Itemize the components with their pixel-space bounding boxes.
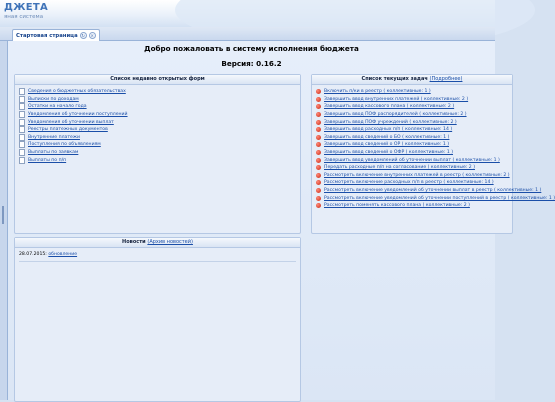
task-item[interactable] xyxy=(316,141,508,149)
task-item[interactable] xyxy=(316,172,508,180)
recent-form-item-link[interactable]: Поступления по объявлениям xyxy=(28,142,101,148)
document-icon xyxy=(19,134,25,141)
recent-form-item-link[interactable]: Сведения о бюджетных обязательствах xyxy=(28,89,126,95)
recent-form-item-link[interactable]: Уведомления об уточнении выплат xyxy=(28,119,114,125)
task-item[interactable] xyxy=(316,156,508,164)
recent-form-item[interactable] xyxy=(19,149,296,157)
news-divider xyxy=(19,261,296,262)
task-status-icon xyxy=(316,112,321,117)
task-item[interactable] xyxy=(316,103,508,111)
document-icon xyxy=(19,141,25,148)
task-status-icon xyxy=(316,142,321,147)
task-item[interactable] xyxy=(316,179,508,187)
task-item-link[interactable]: Завершить ввод сведений о ОФР ( коллективные: 1 ) xyxy=(324,150,453,156)
recent-form-item[interactable] xyxy=(19,96,296,104)
recent-forms-panel xyxy=(14,74,301,234)
task-status-icon xyxy=(316,180,321,185)
task-item-link[interactable]: Завершить ввод сведений о ОР ( коллективные: 1 ) xyxy=(324,142,450,148)
task-item-link[interactable]: Завершить ввод внутренних платежей ( коллективные: 2 ) xyxy=(324,96,469,102)
task-status-icon xyxy=(316,203,321,208)
task-status-icon xyxy=(316,97,321,102)
version-label: Версия: 0.16.2 xyxy=(221,59,282,68)
tab-bar xyxy=(0,27,495,41)
recent-form-item[interactable] xyxy=(19,141,296,149)
task-item-link[interactable]: Рассмотреть поменять кассового плана ( коллективные: 2 ) xyxy=(324,203,470,209)
news-archive-link[interactable]: (Архив новостей) xyxy=(147,239,193,245)
document-icon xyxy=(19,157,25,164)
tab-label: Стартовая страница xyxy=(16,32,78,39)
recent-form-item[interactable] xyxy=(19,118,296,126)
news-date: 28.07.2015: xyxy=(19,252,47,257)
recent-form-item[interactable] xyxy=(19,88,296,96)
task-status-icon xyxy=(316,89,321,94)
recent-form-item[interactable] xyxy=(19,156,296,164)
news-title: Новости xyxy=(122,239,146,245)
tasks-panel xyxy=(311,74,555,234)
task-item-link[interactable]: Рассмотреть включение уведомлений об уточнении выплат в реестр ( коллективные: 1 ) xyxy=(324,188,542,194)
task-item-link[interactable]: Завершить ввод кассового плана ( коллективные: 2 ) xyxy=(324,104,455,110)
recent-form-item[interactable] xyxy=(19,111,296,119)
task-item-link[interactable]: Включить п/ки в реестр ( коллективные: 1 ) xyxy=(324,89,431,95)
news-item xyxy=(15,248,300,261)
task-status-icon xyxy=(316,173,321,178)
task-status-icon xyxy=(316,104,321,109)
tasks-details-link[interactable]: (Подробнее) xyxy=(429,76,463,82)
tasks-header xyxy=(312,75,512,85)
tasks-title: Список текущих задач xyxy=(361,76,428,82)
task-status-icon xyxy=(316,120,321,125)
tab-start-page[interactable] xyxy=(12,29,100,41)
task-item[interactable] xyxy=(316,149,508,157)
document-icon xyxy=(19,103,25,110)
recent-form-item-link[interactable]: Реестры платежных документов xyxy=(28,127,108,133)
recent-form-item[interactable] xyxy=(19,134,296,142)
start-page xyxy=(8,41,555,400)
document-icon xyxy=(19,119,25,126)
task-status-icon xyxy=(316,188,321,193)
task-item[interactable] xyxy=(316,194,555,202)
document-icon xyxy=(19,149,25,156)
left-collapsed-panel xyxy=(0,41,8,400)
task-item-link[interactable]: Рассмотреть включение внутренних платежей в реестр ( коллективные: 2 ) xyxy=(324,172,510,178)
task-status-icon xyxy=(316,150,321,155)
task-item-link[interactable]: Завершить ввод ПОФ распорядителей ( коллективные: 2 ) xyxy=(324,112,467,118)
recent-form-item-link[interactable]: Выплаты по п/п xyxy=(28,157,67,163)
app-banner xyxy=(0,0,495,27)
task-item-link[interactable]: Завершить ввод расходных п/п ( коллективные: 14 ) xyxy=(324,127,453,133)
task-item[interactable] xyxy=(316,134,508,142)
app-subtitle: яная система xyxy=(4,14,44,20)
task-status-icon xyxy=(316,135,321,140)
task-item-link[interactable]: Рассмотреть включение уведомлений об уточнении поступлений в реестр ( коллективные: 1 ) xyxy=(324,195,555,201)
welcome-title: Добро пожаловать в систему исполнения бюджета xyxy=(144,44,359,53)
document-icon xyxy=(19,96,25,103)
task-item[interactable] xyxy=(316,164,508,172)
task-item-link[interactable]: Завершить ввод ПОФ учреждений ( коллективные: 2 ) xyxy=(324,119,457,125)
refresh-icon[interactable]: ↻ xyxy=(81,33,85,38)
task-item-link[interactable]: Рассмотреть включение расходных п/п в реестр ( коллективные: 14 ) xyxy=(324,180,494,186)
tasks-list xyxy=(312,85,555,213)
task-item[interactable] xyxy=(316,126,508,134)
task-status-icon xyxy=(316,196,321,201)
task-item[interactable] xyxy=(316,111,508,119)
news-link[interactable]: обновление xyxy=(48,252,78,257)
task-item[interactable] xyxy=(316,96,508,104)
document-icon xyxy=(19,126,25,133)
app-title: ДЖЕТА xyxy=(4,2,49,13)
splitter-handle[interactable] xyxy=(2,206,4,224)
task-status-icon xyxy=(316,127,321,132)
task-item[interactable] xyxy=(316,118,508,126)
task-status-icon xyxy=(316,158,321,163)
recent-form-item[interactable] xyxy=(19,103,296,111)
task-item[interactable] xyxy=(316,187,542,195)
task-item-link[interactable]: Завершить ввод сведений о БО ( коллективные: 1 ) xyxy=(324,134,450,140)
recent-form-item-link[interactable]: Выписки по доходам xyxy=(28,96,79,102)
recent-forms-list xyxy=(15,85,300,167)
task-item-link[interactable]: Завершить ввод уведомлений об уточнении выплат ( коллективные: 1 ) xyxy=(324,157,500,163)
recent-form-item-link[interactable]: Уведомления об уточнении поступлений xyxy=(28,112,128,118)
task-item-link[interactable]: Передать расходные п/п на согласование ( коллективные: 2 ) xyxy=(324,165,475,171)
task-item[interactable] xyxy=(316,202,508,210)
news-header xyxy=(15,238,300,248)
recent-form-item-link[interactable]: Остатки на начало года xyxy=(28,104,87,110)
recent-forms-title: Список недавно открытых форм xyxy=(15,75,300,85)
task-item[interactable] xyxy=(316,88,508,96)
task-status-icon xyxy=(316,165,321,170)
close-icon[interactable]: × xyxy=(90,33,94,38)
document-icon xyxy=(19,111,25,118)
recent-form-item-link[interactable]: Внутренние платежи xyxy=(28,134,80,140)
document-icon xyxy=(19,88,25,95)
recent-form-item[interactable] xyxy=(19,126,296,134)
recent-form-item-link[interactable]: Выплаты по заявкам xyxy=(28,150,79,156)
news-panel xyxy=(14,237,301,402)
